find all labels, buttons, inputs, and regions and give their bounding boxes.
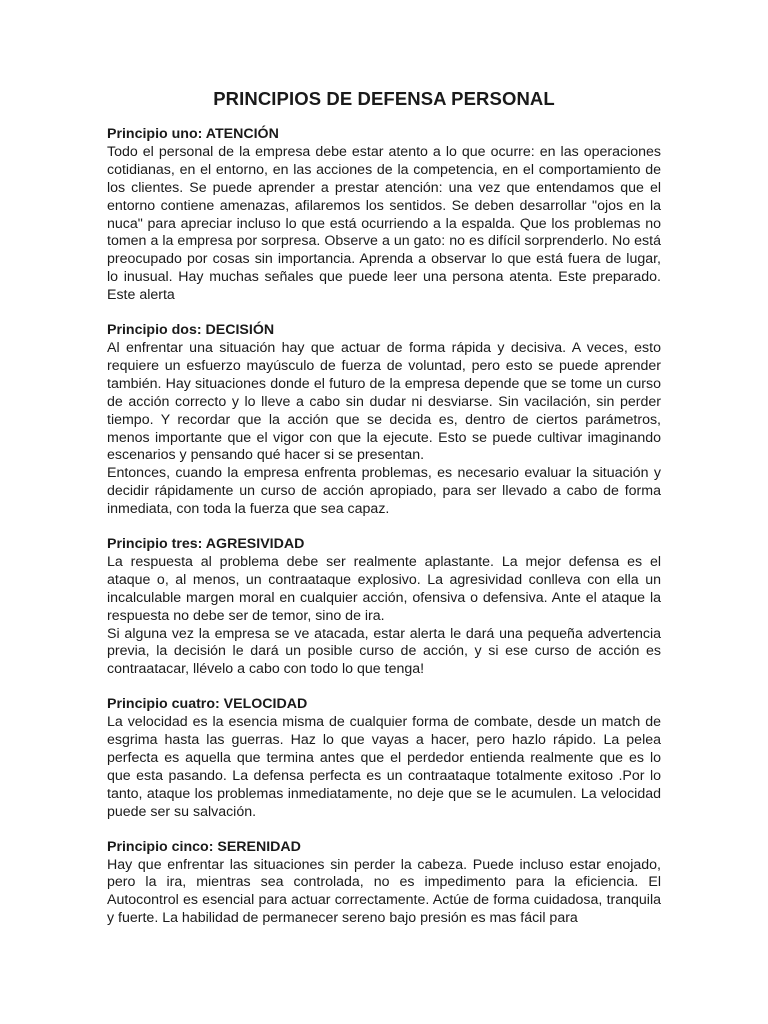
section-heading: Principio cinco: SERENIDAD [107, 838, 301, 855]
section-principio-uno [107, 126, 661, 305]
section-principio-cuatro [107, 696, 661, 821]
section-paragraph: Hay que enfrentar las situaciones sin perder la cabeza. Puede incluso estar enojado, pero la ira, mientras sea controlada, no es impedimento para la eficiencia. El Autocontrol es esencial para actuar correctamente. Actúe de forma cuidadosa, tranquila y fuerte. La habilidad de permanecer sereno bajo presión es mas fácil para [107, 856, 661, 927]
section-principio-cinco [107, 839, 661, 929]
section-principio-dos [107, 322, 661, 519]
section-heading: Principio uno: ATENCIÓN [107, 126, 279, 142]
document-page [107, 88, 661, 945]
section-heading: Principio dos: DECISIÓN [107, 322, 275, 339]
section-paragraph: Todo el personal de la empresa debe estar atento a lo que ocurre: en las operaciones cotidianas, en el entorno, en las acciones de la competencia, en el comportamiento de los clientes. Se puede aprender a prestar atención: una vez que entendamos que el entorno contiene amenazas, afilaremos los sentidos. Se deben desarrollar "ojos en la nuca" para apreciar incluso lo que está ocurriendo a la espalda. Que los problemas no tomen a la empresa por sorpresa. Observe a un gato: no es difícil sorprenderlo. No está preocupado por cosas sin importancia. Aprenda a observar lo que está fuera de lugar, lo inusual. Hay muchas señales que puede leer una persona atenta. Este preparado. Este alerta [107, 143, 661, 304]
section-paragraph: Si alguna vez la empresa se ve atacada, estar alerta le dará una pequeña advertencia previa, la decisión le dará un posible curso de acción, y si ese curso de acción es contraatacar, llévelo a cabo con todo lo que tenga! [107, 625, 661, 678]
section-paragraph: La velocidad es la esencia misma de cualquier forma de combate, desde un match de esgrima hasta las guerras. Haz lo que vayas a hacer, pero hazlo rápido. La pelea perfecta es aquella que termina antes que el perdedor entienda realmente que es lo que esta pasando. La defensa perfecta es un contraataque totalmente exitoso .Por lo tanto, ataque los problemas inmediatamente, no deje que se le acumulen. La velocidad puede ser su salvación. [107, 714, 661, 820]
section-heading: Principio cuatro: VELOCIDAD [107, 696, 308, 713]
section-paragraph: Entonces, cuando la empresa enfrenta problemas, es necesario evaluar la situación y decidir rápidamente un curso de acción apropiado, para ser llevado a cabo de forma inmediata, con toda la fuerza que sea capaz. [107, 465, 661, 518]
document-title: PRINCIPIOS DE DEFENSA PERSONAL [213, 88, 555, 109]
section-paragraph: Al enfrentar una situación hay que actuar de forma rápida y decisiva. A veces, esto requiere un esfuerzo mayúsculo de fuerza de voluntad, pero esto se puede aprender también. Hay situaciones donde el futuro de la empresa depende que se tome un curso de acción correcto y lo lleve a cabo sin dudar ni desviarse. Sin vacilación, sin perder tiempo. Y recordar que la acción que se decida es, dentro de ciertos parámetros, menos importante que el vigor con que la ejecute. Esto se puede cultivar imaginando escenarios y pensando qué hacer si se presentan. [107, 339, 661, 464]
section-principio-tres [107, 536, 661, 679]
section-heading: Principio tres: AGRESIVIDAD [107, 536, 305, 553]
section-paragraph: La respuesta al problema debe ser realmente aplastante. La mejor defensa es el ataque o, al menos, un contraataque explosivo. La agresividad conlleva con ella un incalculable margen moral en cualquier acción, ofensiva o defensiva. Ante el ataque la respuesta no debe ser de temor, sino de ira. [107, 553, 661, 624]
